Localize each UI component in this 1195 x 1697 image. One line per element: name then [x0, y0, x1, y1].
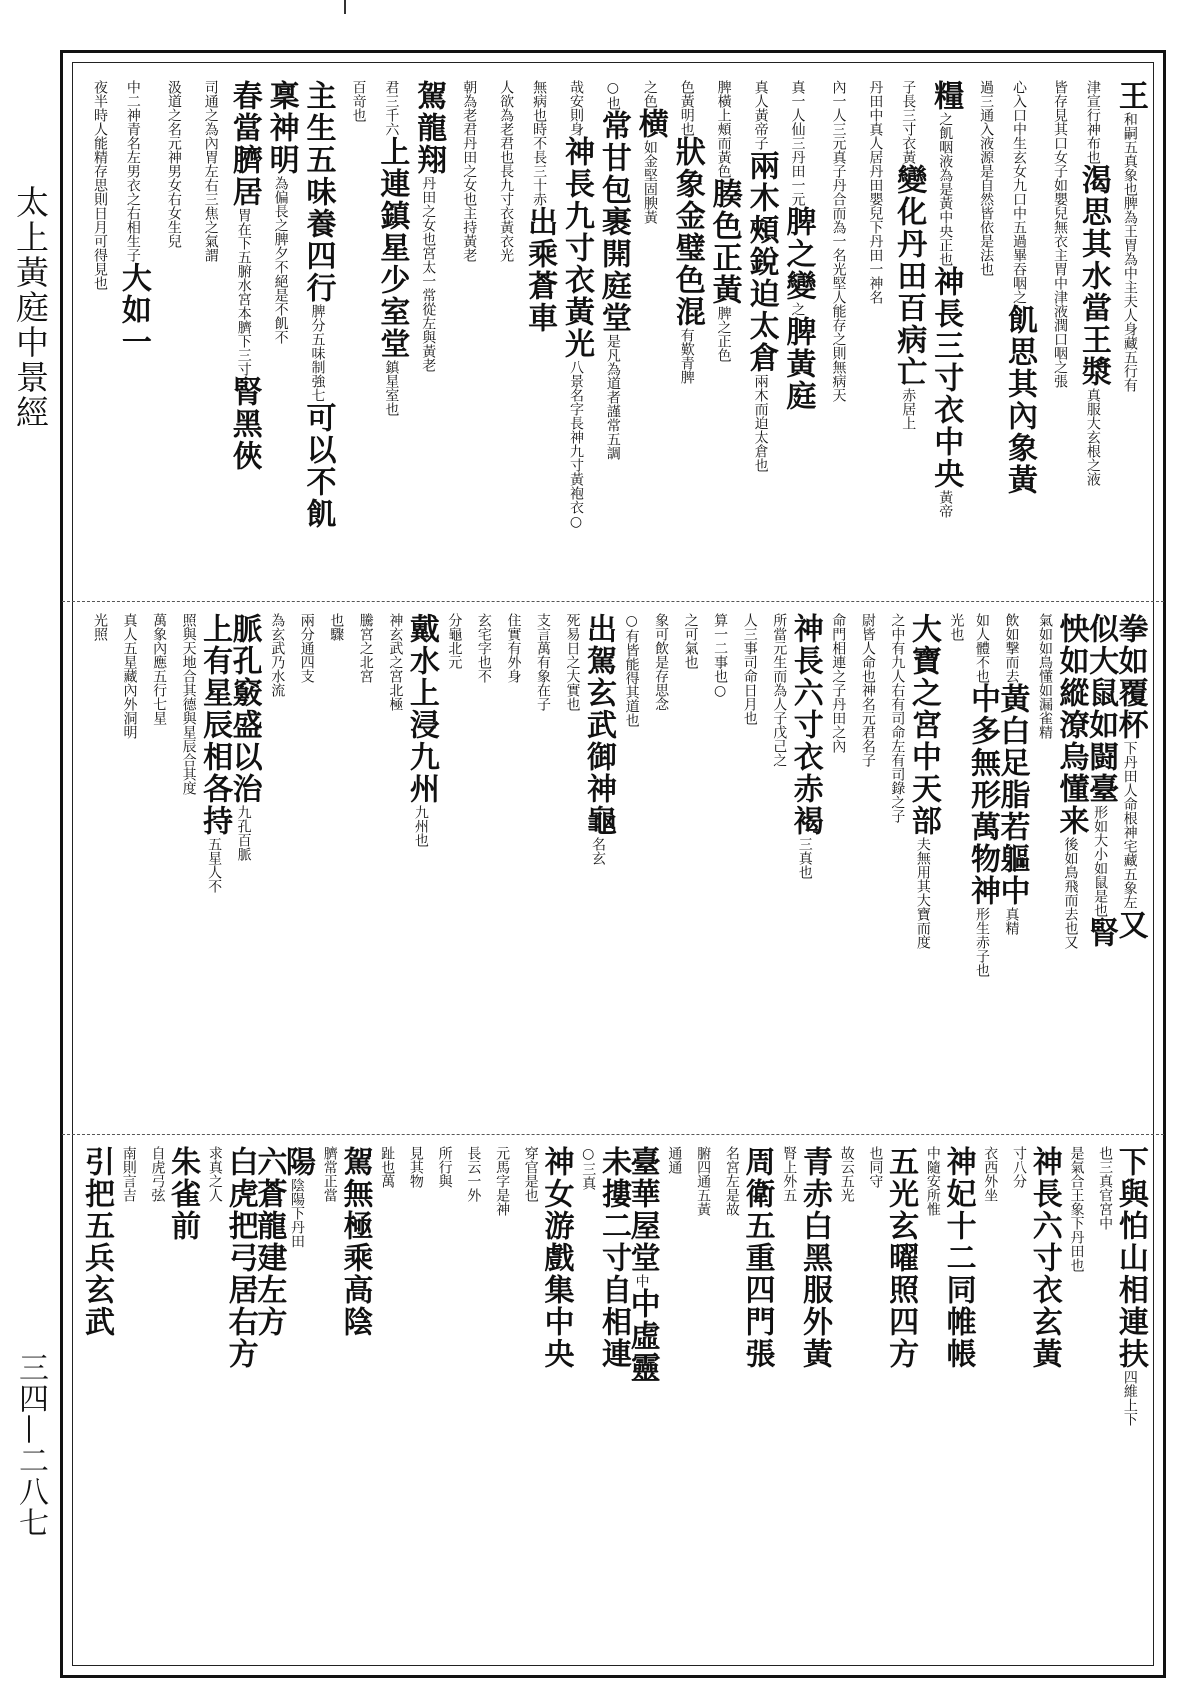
text-column [522, 80, 558, 590]
commentary-text: 寸八分 [1011, 1146, 1027, 1188]
commentary-text: 赤居上 [900, 388, 917, 430]
commentary-text: 求真之人 [206, 1146, 223, 1202]
verse-text: 戴水上浸九州 [403, 613, 439, 805]
text-column [732, 613, 760, 1123]
commentary-text: 所當元生而為人子戊己之 [771, 613, 788, 767]
text-column [111, 1146, 139, 1661]
text-column [1026, 1146, 1062, 1661]
verse-text: 王 [1112, 80, 1148, 112]
verse-text: 腎黑俠 [226, 376, 262, 472]
verse-text: 黃白足脂若軀中 [994, 683, 1030, 907]
text-column [165, 1146, 201, 1661]
commentary-text: 脾之正色 [715, 306, 732, 362]
commentary-text: 死易日之大實也 [564, 613, 581, 711]
commentary-text: 之中有九人右有司命左有司錄之子 [889, 613, 906, 823]
text-column [427, 1146, 455, 1661]
verse-text: 神長三寸衣中央 [928, 266, 964, 490]
text-column [905, 613, 941, 1123]
text-column [624, 1146, 660, 1661]
register-middle [72, 613, 1154, 1123]
commentary-text: 之 [789, 302, 806, 316]
text-column [928, 80, 964, 590]
commentary-text: 光照 [92, 613, 108, 641]
commentary-text: 中隨安所惟 [924, 1146, 941, 1216]
text-column [171, 613, 199, 1123]
text-column [197, 1146, 225, 1661]
verse-text: 神長六寸衣玄黃 [1026, 1146, 1062, 1370]
text-column [994, 613, 1030, 1123]
commentary-text: 也同守 [867, 1146, 884, 1188]
commentary-text: 是凡為道者謹常五調 [604, 334, 621, 460]
commentary-text: 九孔百脈 [235, 805, 252, 861]
verse-text: 懂来 [1053, 773, 1089, 837]
text-column [455, 1146, 483, 1661]
commentary-text: 真精 [1003, 907, 1020, 935]
verse-text: 似大鼠如闘臺 [1083, 613, 1119, 805]
commentary-text: 朝為老君丹田之女也主持黃老 [461, 80, 478, 262]
commentary-text: 丹田中真人居丹田嬰兒下丹田一神名 [867, 80, 884, 304]
verse-text: 渴思其水當王漿 [1075, 164, 1111, 388]
commentary-text: 通通 [666, 1146, 683, 1174]
text-column [484, 1146, 512, 1661]
text-column [857, 80, 885, 590]
commentary-text: 名宮左是故 [723, 1146, 740, 1216]
text-column [398, 1146, 426, 1661]
text-column [193, 80, 221, 590]
commentary-text: 自虎弓弦 [149, 1146, 166, 1202]
verse-text: 常甘包裹開庭堂 [595, 110, 631, 334]
verse-text: 下與怕山相連扶 [1112, 1146, 1148, 1370]
verse-text: 駕無極乘高陰 [337, 1146, 373, 1338]
commentary-text: 分龜北元 [446, 613, 463, 669]
commentary-text: 長云一外 [465, 1146, 482, 1202]
commentary-text: 為玄武乃水流 [269, 613, 286, 697]
commentary-text: 兩木而迫太倉也 [752, 374, 769, 472]
commentary-text: 衣西外坐 [982, 1146, 999, 1202]
text-column [300, 80, 336, 590]
commentary-text: 中 [633, 1274, 650, 1288]
text-column [436, 613, 464, 1123]
verse-text: 脾黃庭 [780, 316, 816, 412]
text-column [197, 613, 233, 1123]
commentary-text: 支言萬有象在子 [534, 613, 551, 711]
text-column [337, 1146, 373, 1661]
verse-text: 引把五兵 [79, 1146, 114, 1274]
verse-text: 横 [632, 108, 668, 140]
commentary-text: 司通之為內胃左右三焦之氣謂 [202, 80, 219, 262]
commentary-text: 命門相連之子丹田之內 [830, 613, 847, 753]
text-column [857, 1146, 885, 1661]
text-column [614, 613, 642, 1123]
commentary-text: 為偏長之脾夕不絕是不飢不 [272, 176, 289, 344]
commentary-text: 脾分五味制強七 [309, 304, 326, 402]
verse-text: 腠色正黃 [706, 178, 742, 306]
commentary-text: 也三真官宮中 [1097, 1146, 1114, 1230]
commentary-text: 是氣合王象下丹田也 [1068, 1146, 1085, 1272]
text-column [312, 1146, 340, 1661]
commentary-text: 之色 [641, 80, 658, 108]
text-column [558, 80, 594, 590]
text-column [377, 613, 405, 1123]
commentary-text: 真人黃帝子 [752, 80, 769, 150]
text-column [403, 613, 439, 1123]
register-divider [62, 1134, 1164, 1135]
commentary-text: 夜半時人能精存思則日月可得見也 [92, 80, 108, 290]
commentary-text: 五星人不 [206, 837, 223, 893]
text-column [340, 80, 368, 590]
text-column [82, 613, 110, 1123]
commentary-text: 無病也時不長三十赤 [531, 80, 548, 206]
verse-text: 主生五味養四行 [300, 80, 336, 304]
text-column [1001, 1146, 1029, 1661]
text-column [82, 80, 110, 590]
verse-text: 糧 [928, 80, 964, 112]
text-column [1112, 1146, 1148, 1661]
text-column [1027, 613, 1055, 1123]
commentary-text: 玄宅字也不 [475, 613, 492, 683]
commentary-text: ○三真 [580, 1146, 597, 1190]
text-column [940, 1146, 976, 1661]
commentary-text: 有歎青脾 [678, 328, 695, 384]
commentary-text: 名玄 [590, 837, 607, 865]
verse-text: 出駕玄武御神龜 [581, 613, 617, 837]
commentary-text: 如金堅固腴黃 [641, 140, 658, 224]
commentary-text: 人欲為老君也長九寸衣黃衣光 [498, 80, 515, 262]
commentary-text: 飲如撃而去 [1003, 613, 1020, 683]
text-column [411, 80, 447, 590]
commentary-text: 如人體不也 [973, 613, 990, 683]
text-column [222, 1146, 258, 1661]
text-column [226, 80, 262, 590]
commentary-text: 內一人三元真子丹合而為一名光堅人能存之則無病天 [830, 80, 847, 402]
text-column [538, 1146, 574, 1661]
text-column [525, 613, 553, 1123]
commentary-text: 住實有外身 [505, 613, 522, 683]
verse-text: 神女游戲集中央 [538, 1146, 574, 1370]
text-column [972, 1146, 1000, 1661]
text-column [555, 613, 583, 1123]
register-top [72, 80, 1154, 590]
commentary-text: 胃在下五腑水宮本臍下三寸 [235, 208, 252, 376]
verse-text: 怏如縱潦烏 [1053, 613, 1089, 773]
verse-text: 拳如覆杯 [1112, 613, 1148, 741]
commentary-text: 子長三寸衣黃 [900, 80, 917, 164]
commentary-text: 過三通入液源是自然皆依是法也 [978, 80, 995, 276]
verse-text: 上連鎮星少室堂 [374, 136, 410, 360]
commentary-text: 汲道之名元神男女右女生兒 [165, 80, 182, 248]
commentary-text: 真人五星藏內外洞明 [121, 613, 138, 739]
commentary-text: ○也 [604, 80, 621, 110]
verse-text: 神長九寸衣黃光 [558, 136, 594, 360]
commentary-text: 臍常正當 [321, 1146, 338, 1202]
verse-text: 中虛靈 [624, 1288, 660, 1384]
verse-text: 脈孔竅盛以治 [226, 613, 262, 805]
commentary-text: 見其物 [407, 1146, 424, 1188]
commentary-text: 丹田之女也宮太一常從左與黃老 [420, 176, 437, 372]
verse-text: 變化丹田百病亡 [891, 164, 927, 388]
commentary-text: 九州也 [412, 805, 429, 847]
text-column [743, 80, 779, 590]
text-column [938, 613, 966, 1123]
text-column [369, 1146, 397, 1661]
commentary-text: 算一二事也○ [712, 613, 729, 699]
commentary-text: 故云五光 [838, 1146, 855, 1202]
text-column [964, 613, 1000, 1123]
register-divider [62, 601, 1164, 602]
commentary-text: 腑四通五黃 [695, 1146, 712, 1216]
text-column [112, 613, 140, 1123]
text-column [226, 613, 262, 1123]
text-column [263, 80, 299, 590]
text-column [820, 80, 848, 590]
verse-text: 六蒼龍建左方 [251, 1146, 287, 1338]
verse-text: 可以不飢 [300, 402, 336, 530]
text-column [739, 1146, 775, 1661]
text-column [348, 613, 376, 1123]
commentary-text: 後如鳥飛而去也 [1062, 837, 1079, 935]
verse-text: 飢思其內象黃 [1002, 304, 1038, 496]
text-column [656, 1146, 684, 1661]
text-column [632, 80, 668, 590]
text-column [141, 613, 169, 1123]
text-column [280, 1146, 316, 1661]
verse-text: 脾之變 [780, 206, 816, 302]
margin-title: 太上黃庭中景經 [11, 185, 50, 430]
commentary-text: 尉皆人命也神名元君名子 [859, 613, 876, 767]
commentary-text: 照與天地合其德與星辰合其度 [180, 613, 197, 795]
commentary-text: 四維上下 [1121, 1370, 1138, 1426]
commentary-text: 形如大小如鼠是也 [1092, 805, 1109, 917]
commentary-text: 下丹田人命根神宅藏五象左 [1121, 741, 1138, 909]
verse-text: 朱雀前 [165, 1146, 201, 1242]
text-column [570, 1146, 598, 1661]
text-column [259, 613, 287, 1123]
text-column [156, 80, 184, 590]
commentary-text: 腎上外五 [781, 1146, 798, 1202]
commentary-text: 皆存見其口女子如嬰兒無衣主胃中津液潤口咽之張 [1051, 80, 1068, 388]
text-column [513, 1146, 541, 1661]
commentary-text: 陰陽下丹田 [289, 1178, 306, 1248]
text-column [115, 80, 151, 590]
verse-text: 神妃十二同帷帳 [940, 1146, 976, 1370]
text-column [1053, 613, 1089, 1123]
commentary-text: 騰宮之北宮 [357, 613, 374, 683]
commentary-text: 南則言吉 [120, 1146, 137, 1202]
text-column [451, 80, 479, 590]
commentary-text: 真一人仙三丹田一元 [789, 80, 806, 206]
verse-text: 中多無形萬物神 [964, 683, 1000, 907]
verse-text: 未摟二寸自相連 [595, 1146, 631, 1370]
commentary-text: 心入口中生玄女九口中五過畢吞咽之 [1011, 80, 1028, 304]
text-column [1075, 80, 1111, 590]
commentary-text: 光也 [948, 613, 965, 641]
verse-text: 大如一 [115, 262, 151, 358]
commentary-text: 萬象內應五行七星 [151, 613, 168, 725]
text-column [466, 613, 494, 1123]
text-column [673, 613, 701, 1123]
text-column [595, 1146, 631, 1661]
text-column [1002, 80, 1038, 590]
verse-text: 青赤白黑服外黃 [796, 1146, 832, 1370]
text-column [879, 613, 907, 1123]
commentary-text: 黃帝 [937, 490, 954, 518]
commentary-text: 之飢咽液為是黃中央正也 [937, 112, 954, 266]
text-column [643, 613, 671, 1123]
text-column [761, 613, 789, 1123]
commentary-text: 所行與 [436, 1146, 453, 1188]
commentary-text: 君三千六 [383, 80, 400, 136]
commentary-text: 色黃明也 [678, 80, 695, 136]
text-column [706, 80, 742, 590]
commentary-text: 氣如如鳥懂如漏雀精 [1037, 613, 1053, 739]
commentary-text: 中二神青名左男衣之右相生子 [124, 80, 141, 262]
text-column [669, 80, 705, 590]
text-column [891, 80, 927, 590]
verse-text: 五光玄曜照四方 [883, 1146, 919, 1370]
commentary-text: 趾也萬 [379, 1146, 396, 1188]
commentary-text: 之可氣也 [682, 613, 699, 669]
verse-text: 白虎把弓居右方 [222, 1146, 258, 1370]
sheet-edge-mark [344, 0, 346, 14]
text-column [968, 80, 996, 590]
commentary-text: 脾橫上頰而黃色 [715, 80, 732, 178]
text-column [796, 1146, 832, 1661]
commentary-text: ○有皆能得其道也 [623, 613, 640, 727]
text-column [1083, 613, 1119, 1123]
text-column [79, 1146, 114, 1661]
commentary-text: 人三事司命日月也 [741, 613, 758, 725]
text-column [374, 80, 410, 590]
text-column [883, 1146, 919, 1661]
text-column [488, 80, 516, 590]
commentary-text: 也驟 [328, 613, 345, 641]
text-column [251, 1146, 287, 1661]
verse-text: 兩木頰銳迫太倉 [743, 150, 779, 374]
commentary-text: 夫無用其大寶而度 [914, 837, 931, 949]
text-column [1112, 80, 1148, 590]
commentary-text: 哉安則身 [567, 80, 584, 136]
verse-text: 駕龍翔 [411, 80, 447, 176]
verse-text: 周衛五重四門張 [739, 1146, 775, 1370]
commentary-text: 神玄武之宮北極 [387, 613, 404, 711]
text-column [685, 1146, 713, 1661]
text-column [850, 613, 878, 1123]
text-column [829, 1146, 857, 1661]
verse-text: 神長六寸衣赤褐 [787, 613, 823, 837]
commentary-text: 三真也 [796, 837, 813, 879]
text-column [1087, 1146, 1115, 1661]
commentary-text: 象可飲是存思念 [653, 613, 670, 711]
verse-text: 大寶之宮中天部 [905, 613, 941, 837]
text-column [820, 613, 848, 1123]
text-column [780, 80, 816, 590]
register-bottom [72, 1146, 1154, 1661]
text-column [139, 1146, 167, 1661]
text-column [581, 613, 617, 1123]
verse-text: 腎 [1083, 917, 1119, 949]
commentary-text: 百竒也 [350, 80, 367, 122]
verse-text: 春當臍居 [226, 80, 262, 208]
text-column [595, 80, 631, 590]
text-column [495, 613, 523, 1123]
text-column [787, 613, 823, 1123]
text-column [714, 1146, 742, 1661]
text-column [771, 1146, 799, 1661]
text-column [1112, 613, 1148, 1123]
commentary-text: 八景名字長神九寸黃袍衣○ [567, 360, 584, 530]
commentary-text: 形生赤子也 [973, 907, 990, 977]
commentary-text: 鎮星室也 [383, 360, 400, 416]
text-column [1042, 80, 1070, 590]
verse-text: 玄武 [79, 1274, 114, 1338]
verse-text: 上有星辰相各持 [197, 613, 233, 837]
commentary-text: 穿官是也 [522, 1146, 539, 1202]
verse-text: 臺華屋堂 [624, 1146, 660, 1274]
verse-text: 出乘蒼車 [522, 206, 558, 334]
margin-page-marker: 三四—二八七 [13, 1352, 48, 1538]
text-column [915, 1146, 943, 1661]
verse-text: 又 [1112, 909, 1148, 941]
commentary-text: 和嗣五真象也脾為王胃為中主夫人身藏五行有 [1121, 112, 1138, 392]
commentary-text: 元馬字是神 [494, 1146, 511, 1216]
commentary-text: 真服大玄根之液 [1084, 388, 1101, 486]
verse-text: 陽 [280, 1146, 316, 1178]
verse-text: 稟神明 [263, 80, 299, 176]
text-column [289, 613, 317, 1123]
verse-text: 狀象金璧色混 [669, 136, 705, 328]
commentary-text: 又 [1062, 935, 1079, 949]
commentary-text: 兩分通四支 [298, 613, 315, 683]
text-column [318, 613, 346, 1123]
commentary-text: 津宣行神布也 [1084, 80, 1101, 164]
text-column [1058, 1146, 1086, 1661]
text-column [702, 613, 730, 1123]
